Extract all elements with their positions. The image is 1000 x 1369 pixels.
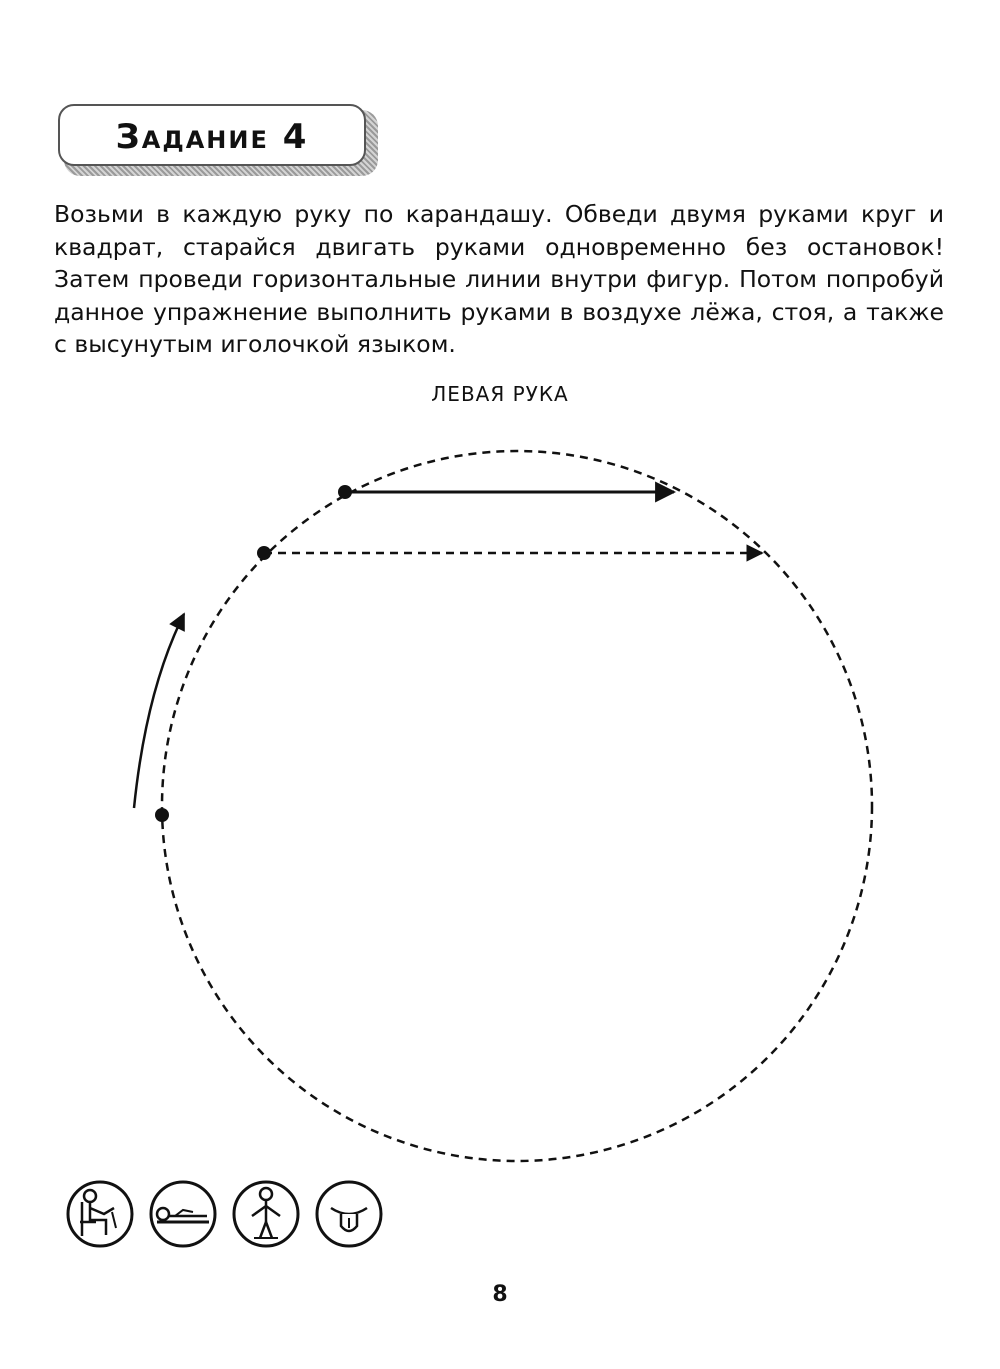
sitting-figure-icon — [66, 1180, 134, 1248]
page-number: 8 — [492, 1282, 508, 1307]
instructions-text: Возьми в каждую руку по карандашу. Обведи двумя руками круг и квадрат, старайся двигать руками одновременно без остановок! Затем проведи горизонтальные линии внутри фигур. Потом попробуй данное упражнение выполнить руками в воздухе лёжа, стоя, а также с высунутым иголочкой языком. — [54, 200, 944, 358]
start-dot-top — [338, 485, 352, 499]
hand-label: ЛЕВАЯ РУКА — [431, 382, 569, 406]
start-dot-left — [155, 808, 169, 822]
lying-figure-icon — [149, 1180, 217, 1248]
pose-icons-row — [66, 1180, 396, 1250]
tongue-out-face-icon — [315, 1180, 383, 1248]
start-dot-middle — [257, 546, 271, 560]
standing-figure-icon — [232, 1180, 300, 1248]
direction-arrow — [134, 614, 184, 808]
task-title: Задание 4 — [115, 117, 309, 157]
